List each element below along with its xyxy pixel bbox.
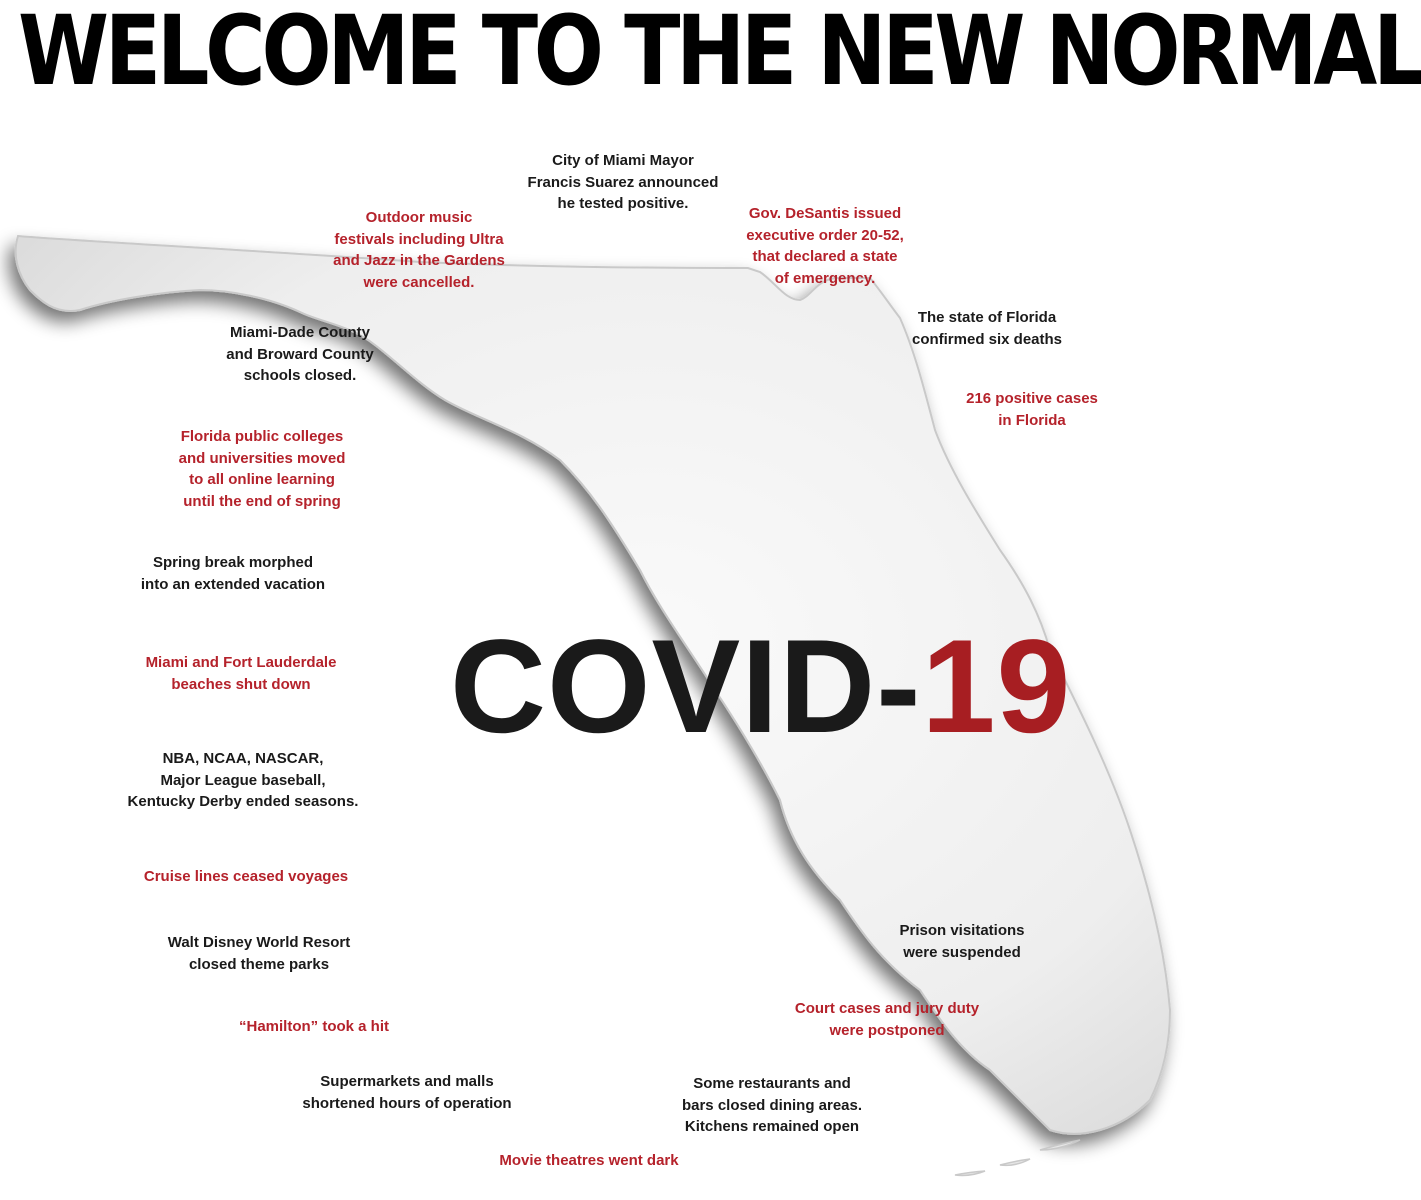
caption-disney <box>168 932 351 975</box>
caption-prison <box>899 920 1024 963</box>
caption-court <box>795 998 979 1041</box>
caption-line: that declared a state <box>752 248 898 265</box>
caption-line: and Jazz in the Gardens <box>333 252 505 269</box>
caption-line: he tested positive. <box>557 195 689 212</box>
caption-line: of emergency. <box>774 269 876 287</box>
caption-line: Movie theatres went dark <box>499 1152 679 1169</box>
caption-line: Walt Disney World Resort <box>167 934 351 951</box>
covid-title-number: 19 <box>921 613 1072 761</box>
caption-line: schools closed. <box>243 367 357 384</box>
caption-schools <box>226 322 374 387</box>
caption-colleges <box>179 426 346 512</box>
caption-beaches <box>146 652 337 695</box>
caption-line: City of Miami Mayor <box>552 152 694 169</box>
caption-line: and Broward County <box>226 345 374 363</box>
caption-line: beaches shut down <box>171 675 311 693</box>
caption-line: Outdoor music <box>365 209 473 226</box>
caption-line: NBA, NCAA, NASCAR, <box>162 750 324 767</box>
caption-line: closed theme parks <box>188 955 330 973</box>
caption-line: The state of Florida <box>917 309 1057 326</box>
caption-line: were cancelled. <box>363 273 475 291</box>
caption-line: Major League baseball, <box>160 771 326 789</box>
caption-line: until the end of spring <box>183 492 341 510</box>
caption-line: 216 positive cases <box>966 390 1098 407</box>
caption-line: bars closed dining areas. <box>681 1096 863 1114</box>
caption-festivals <box>333 207 505 293</box>
caption-line: Some restaurants and <box>693 1075 851 1092</box>
caption-line: Supermarkets and malls <box>320 1073 494 1090</box>
caption-line: Cruise lines ceased voyages <box>143 868 349 885</box>
caption-line: Kitchens remained open <box>684 1118 860 1135</box>
caption-hamilton <box>239 1016 389 1038</box>
caption-line: were suspended <box>903 943 1021 961</box>
caption-restaurants <box>682 1073 862 1138</box>
caption-line: Florida public colleges <box>180 428 344 445</box>
caption-desantis <box>746 203 904 289</box>
caption-mayor <box>528 150 719 215</box>
caption-line: Court cases and jury duty <box>794 1000 980 1017</box>
caption-cruise <box>144 866 348 888</box>
caption-line: and universities moved <box>178 449 346 467</box>
caption-line: Prison visitations <box>899 922 1025 939</box>
caption-deaths <box>912 307 1062 350</box>
caption-line: Miami-Dade County <box>229 324 371 341</box>
caption-line: shortened hours of operation <box>302 1094 512 1112</box>
caption-line: “Hamilton” took a hit <box>239 1018 389 1035</box>
caption-line: Spring break morphed <box>152 554 314 571</box>
caption-cases <box>966 388 1098 431</box>
caption-line: to all online learning <box>189 471 335 488</box>
caption-sports <box>128 748 359 813</box>
florida-keys <box>955 1140 1080 1176</box>
covid-title <box>450 612 1071 762</box>
caption-line: confirmed six deaths <box>911 330 1063 348</box>
caption-line: Francis Suarez announced <box>527 173 719 191</box>
caption-spring-break <box>141 552 325 595</box>
headline: WELCOME TO THE NEW NORMAL <box>18 0 1421 107</box>
covid-title-word: COVID- <box>450 613 922 761</box>
caption-supermarkets <box>302 1071 511 1114</box>
caption-line: in Florida <box>998 411 1066 429</box>
caption-line: Kentucky Derby ended seasons. <box>127 793 359 810</box>
caption-line: were postponed <box>829 1021 945 1039</box>
caption-line: Gov. DeSantis issued <box>748 205 902 222</box>
caption-movies <box>499 1150 678 1172</box>
caption-line: into an extended vacation <box>140 575 326 593</box>
caption-line: festivals including Ultra <box>334 230 504 248</box>
caption-line: executive order 20-52, <box>746 226 904 244</box>
caption-line: Miami and Fort Lauderdale <box>145 654 337 671</box>
